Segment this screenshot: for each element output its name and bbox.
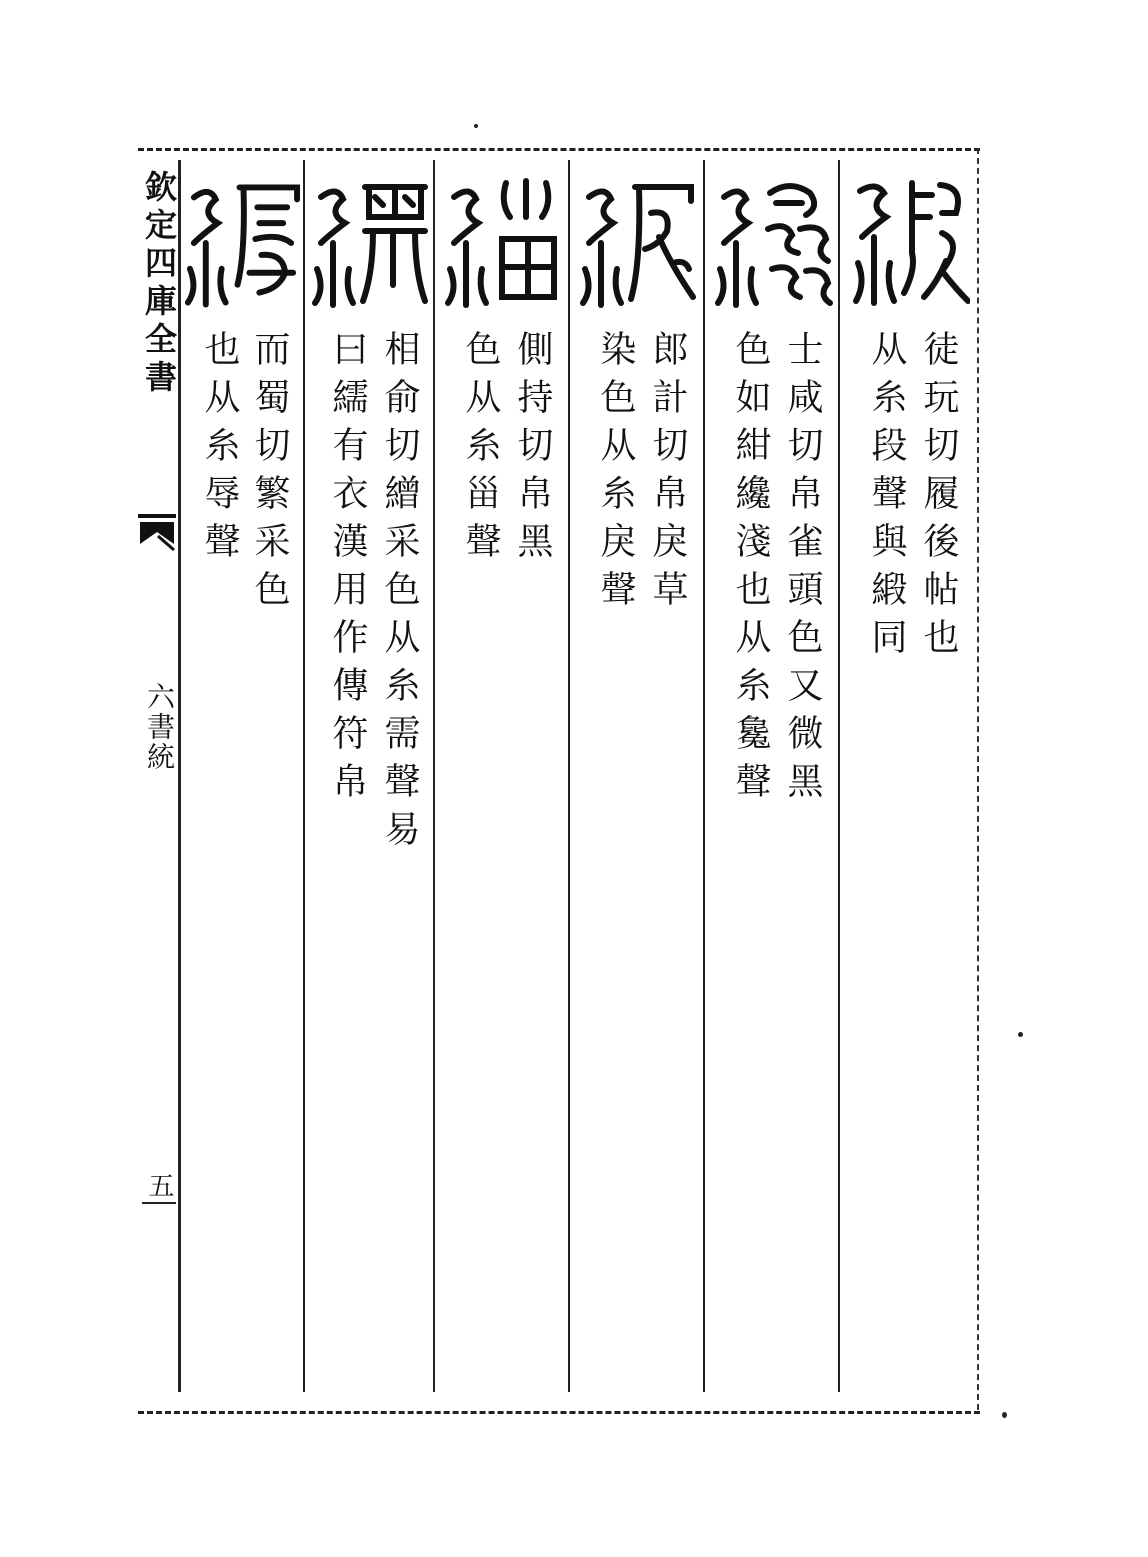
entry-note: 染色从糸戾聲 [595, 330, 636, 618]
seal-glyph-ru [180, 168, 303, 318]
page-number: 五 [142, 1172, 176, 1204]
entry-note: 色从糸甾聲 [460, 330, 501, 570]
entry-note: 側持切帛黑 [512, 330, 553, 570]
seal-glyph-duan [840, 168, 976, 318]
seal-glyph-zi [435, 168, 568, 318]
entry-note: 曰繻有衣漢用作傳符帛 [327, 330, 368, 810]
book-title: 六書統 [143, 682, 176, 772]
collection-title: 欽定四庫全書 [140, 170, 178, 398]
entry-note: 色如紺纔淺也从糸毚聲 [730, 330, 771, 810]
entry-note: 士咸切帛雀頭色又微黑 [782, 330, 823, 810]
entry-note: 郎計切帛戾草 [647, 330, 688, 618]
entry-note: 从糸段聲與緞同 [866, 330, 907, 666]
entry-note: 相俞切繒采色从糸需聲易 [379, 330, 420, 858]
fishtail-mark [138, 514, 176, 574]
margin-strip [138, 152, 178, 1404]
frame-right-edge [977, 148, 982, 1410]
entry-note: 徒玩切履後帖也 [918, 330, 959, 666]
scan-speck [474, 124, 478, 128]
dictionary-entry [570, 160, 703, 1380]
seal-glyph-li [570, 168, 703, 318]
entry-note: 而蜀切繁采色 [249, 330, 290, 618]
dictionary-entry [840, 160, 976, 1380]
seal-glyph-chan [705, 168, 838, 318]
scan-speck [1002, 1412, 1007, 1418]
dictionary-entry [705, 160, 838, 1380]
dictionary-entry [180, 160, 303, 1380]
dictionary-entry [435, 160, 568, 1380]
dictionary-entry [305, 160, 433, 1380]
scan-speck [1018, 1032, 1023, 1037]
seal-glyph-xu [305, 168, 433, 318]
entry-note: 也从糸辱聲 [199, 330, 240, 570]
